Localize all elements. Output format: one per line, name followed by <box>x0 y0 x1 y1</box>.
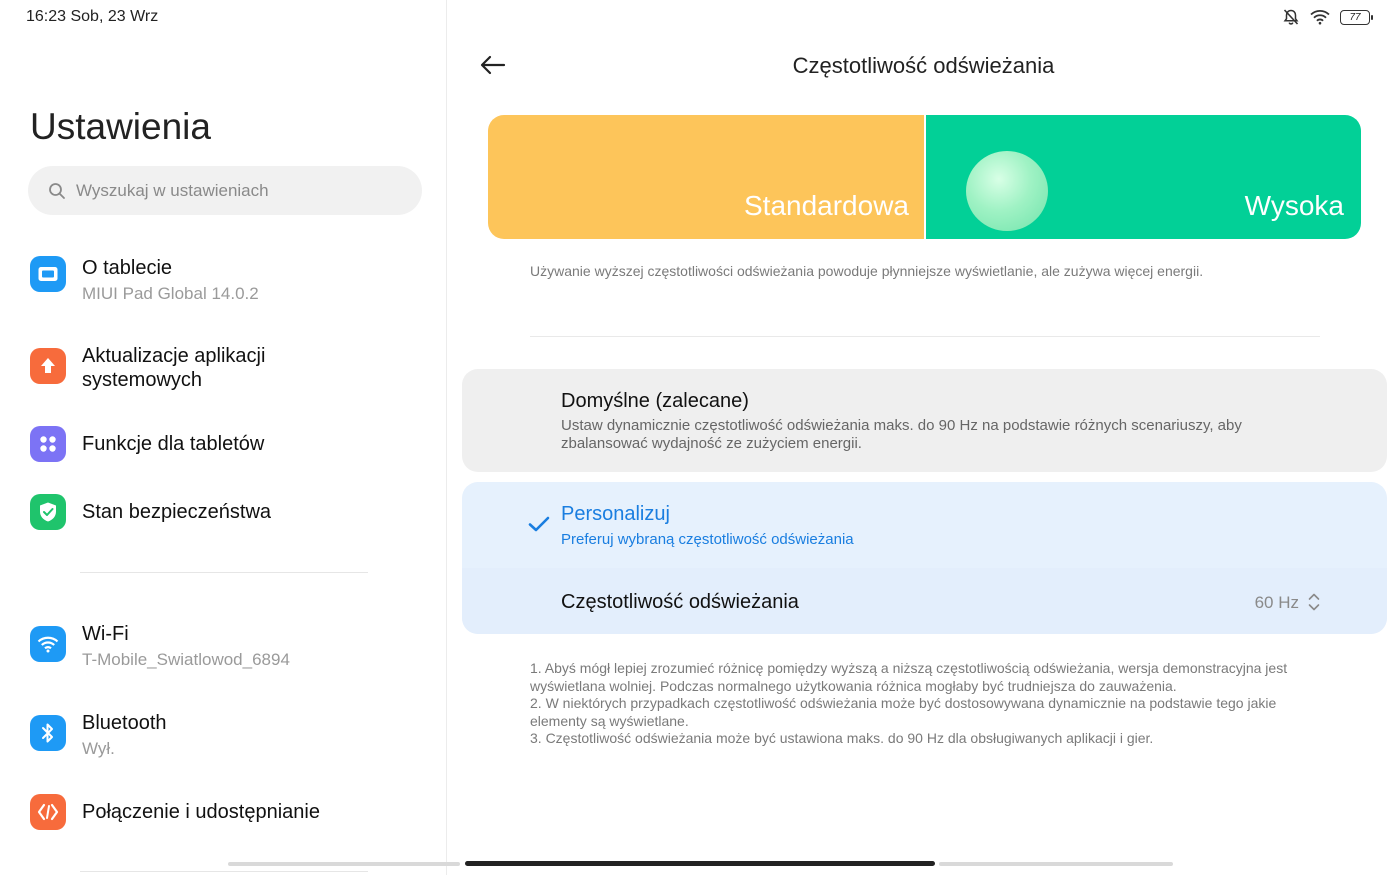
sidebar-item-wifi[interactable] <box>30 622 290 672</box>
sidebar-item-label: Połączenie i udostępnianie <box>82 801 320 823</box>
nav-handle-left[interactable] <box>228 862 460 866</box>
sidebar-item-sublabel: MIUI Pad Global 14.0.2 <box>82 284 259 303</box>
arrow-up-icon <box>30 348 66 384</box>
footnotes <box>530 660 1330 748</box>
section-divider <box>530 336 1320 337</box>
sidebar-item-label: Bluetooth <box>82 712 167 734</box>
sidebar-item-sublabel: T-Mobile_Swiatlowod_6894 <box>82 650 290 669</box>
shield-icon <box>30 494 66 530</box>
checkmark-icon <box>528 515 550 533</box>
footnote: 3. Częstotliwość odświeżania może być ustawiona maks. do 90 Hz dla obsługiwanych aplikacji i gier. <box>530 730 1154 746</box>
sidebar-divider <box>80 572 368 573</box>
sidebar-item-tablet-features[interactable] <box>30 426 264 462</box>
refresh-rate-demo <box>488 115 1361 239</box>
settings-sidebar <box>0 0 447 875</box>
refresh-rate-label: Częstotliwość odświeżania <box>561 591 799 613</box>
search-icon <box>48 182 66 200</box>
demo-high-label: Wysoka <box>1244 190 1344 221</box>
sidebar-item-sublabel: Wył. <box>82 739 115 758</box>
option-custom-desc: Preferuj wybraną częstotliwość odświeżania <box>561 531 854 548</box>
option-custom[interactable] <box>462 482 1387 634</box>
sidebar-item-label-line2: systemowych <box>82 369 203 391</box>
sidebar-item-label: Funkcje dla tabletów <box>82 433 265 455</box>
footnote: 2. W niektórych przypadkach częstotliwość odświeżania może być dostosowywana dynamicznie na podstawie tego jakie elementy są wyświetlane. <box>530 695 1277 729</box>
nav-handle-home[interactable] <box>465 861 935 866</box>
tablet-icon <box>30 256 66 292</box>
demo-caption: Używanie wyższej częstotliwości odświeżania powoduje płynniejsze wyświetlanie, ale zużywa więcej energii. <box>530 263 1204 279</box>
chevron-updown-icon[interactable] <box>1307 592 1321 612</box>
nav-handle-right[interactable] <box>939 862 1173 866</box>
status-icons <box>1282 8 1370 26</box>
search-input[interactable] <box>28 166 422 215</box>
wifi-icon <box>30 626 66 662</box>
footnote: 1. Abyś mógł lepiej zrozumieć różnicę pomiędzy wyższą a niższą częstotliwością odświeżania, wersja demonstracyjna jest wyświetlana wolniej. Podczas normalnego użytkowania różnica mogłaby być trudniejsza do zauważenia. <box>530 660 1288 694</box>
sidebar-item-label: Stan bezpieczeństwa <box>82 501 272 523</box>
wifi-icon <box>1310 9 1330 25</box>
search-placeholder: Wyszukaj w ustawieniach <box>76 180 269 200</box>
share-icon <box>30 794 66 830</box>
refresh-rate-value[interactable]: 60 Hz <box>1254 593 1299 612</box>
demo-standard-label: Standardowa <box>743 190 909 221</box>
option-default[interactable] <box>462 369 1387 472</box>
demo-ball <box>966 151 1048 231</box>
option-default-title: Domyślne (zalecane) <box>561 390 749 412</box>
sidebar-item-about-tablet[interactable] <box>30 256 259 306</box>
option-default-desc: Ustaw dynamicznie częstotliwość odświeżania maks. do 90 Hz na podstawie różnych scenariuszy, aby zbalansować wydajność ze zużyciem energii. <box>561 417 1242 452</box>
status-time: 16:23 Sob, 23 Wrz <box>26 8 159 25</box>
sidebar-item-connection-sharing[interactable] <box>30 794 320 830</box>
sidebar-title: Ustawienia <box>30 106 211 147</box>
sidebar-item-system-app-updates[interactable] <box>30 344 265 392</box>
option-custom-title: Personalizuj <box>561 503 670 525</box>
battery-icon: 77 <box>1340 10 1370 25</box>
sidebar-item-security-status[interactable] <box>30 494 271 530</box>
sidebar-item-label: Aktualizacje aplikacji <box>82 345 266 367</box>
sidebar-item-label: O tablecie <box>82 257 173 279</box>
demo-standard-panel <box>488 115 924 239</box>
grid-icon <box>30 426 66 462</box>
sidebar-divider <box>80 871 368 872</box>
bluetooth-icon <box>30 715 66 751</box>
sidebar-item-label: Wi-Fi <box>82 623 129 645</box>
demo-high-panel <box>924 115 1361 239</box>
bell-muted-icon <box>1282 8 1300 26</box>
sidebar-item-bluetooth[interactable] <box>30 711 167 761</box>
page-title: Częstotliwość odświeżania <box>792 53 1055 78</box>
